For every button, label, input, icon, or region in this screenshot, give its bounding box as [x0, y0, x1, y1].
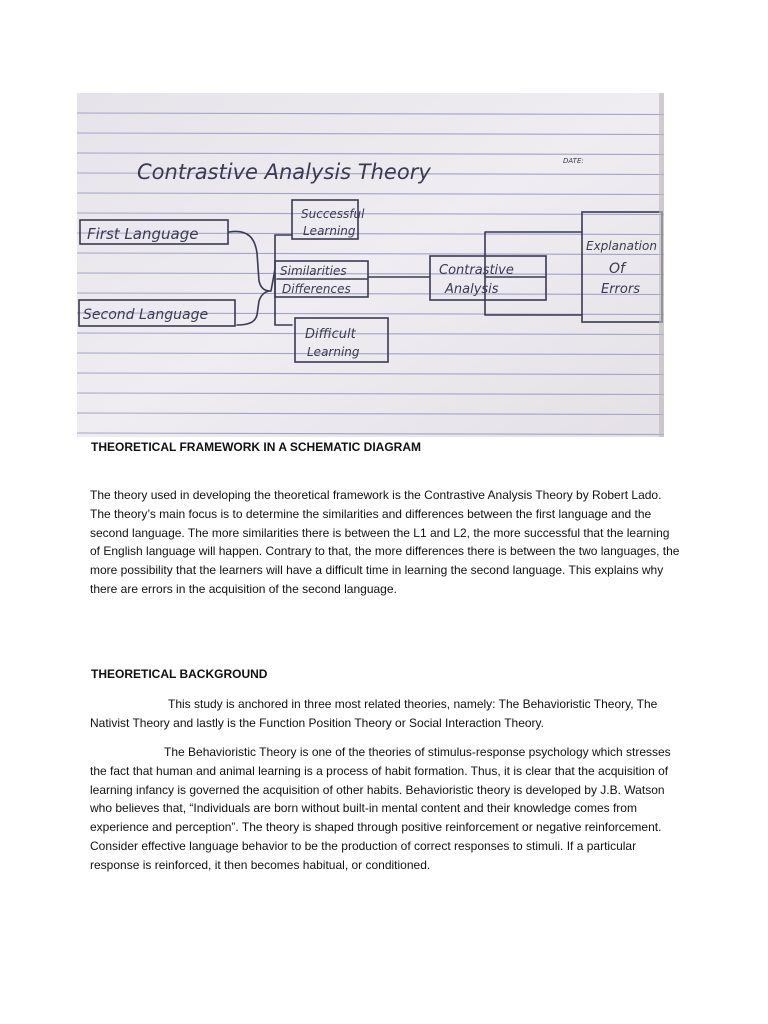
background-paragraph-1: This study is anchored in three most related theories, namely: The Behavioristic Theory, The Nativist Theory and lastly is the Function Position Theory or Social Interaction Theory. — [90, 697, 658, 730]
similarities-label: Similarities — [280, 264, 347, 278]
diagram-title: Contrastive Analysis Theory — [137, 160, 431, 184]
second-language-label: Second Language — [83, 307, 209, 323]
date-label: DATE: — [563, 157, 584, 165]
background-paragraph-2: The Behavioristic Theory is one of the theories of stimulus-response psychology which stresses the fact that human and animal learning is a process of habit formation. Thus, it is clear that the acquisition of learning infancy is governed the acquisition of other habits. Behavioristic theory is developed by J.B. Watson who believes that, “Individuals are born without built-in mental content and their knowledge comes from experience and perception”. The theory is shaped through positive reinforcement or negative reinforcement. Consider effective language behavior to be the production of correct responses to stimuli. If a particular response is reinforced, it then becomes habitual, or conditioned. — [90, 745, 671, 872]
errors-label: Errors — [601, 282, 640, 297]
difficult-label: Difficult — [305, 327, 356, 342]
learning-label-2: Learning — [307, 345, 360, 359]
successful-label: Successful — [301, 207, 365, 221]
analysis-label: Analysis — [445, 282, 499, 297]
diagram-caption: THEORETICAL FRAMEWORK IN A SCHEMATIC DIAGRAM — [91, 440, 421, 454]
schematic-diagram — [77, 93, 664, 437]
paper-background — [77, 93, 664, 437]
diagram-photo — [77, 93, 664, 437]
framework-paragraph: The theory used in developing the theoretical framework is the Contrastive Analysis Theory by Robert Lado. The theory’s main focus is to determine the similarities and differences between the first language and the second language. The more similarities there is between the L1 and L2, the more successful that the learning of English language will happen. Contrary to that, the more differences there is between the two languages, the more possibility that the learners will have a difficult time in learning the second language. This explains why there are errors in the acquisition of the second language. — [90, 488, 680, 596]
photo-edge-shadow — [659, 93, 664, 437]
differences-label: Differences — [282, 282, 351, 296]
contrastive-label: Contrastive — [439, 263, 514, 278]
of-label: Of — [609, 261, 625, 277]
explanation-label: Explanation — [586, 239, 657, 253]
first-language-label: First Language — [87, 225, 199, 243]
background-heading: THEORETICAL BACKGROUND — [91, 667, 268, 681]
learning-label-1: Learning — [303, 224, 356, 238]
